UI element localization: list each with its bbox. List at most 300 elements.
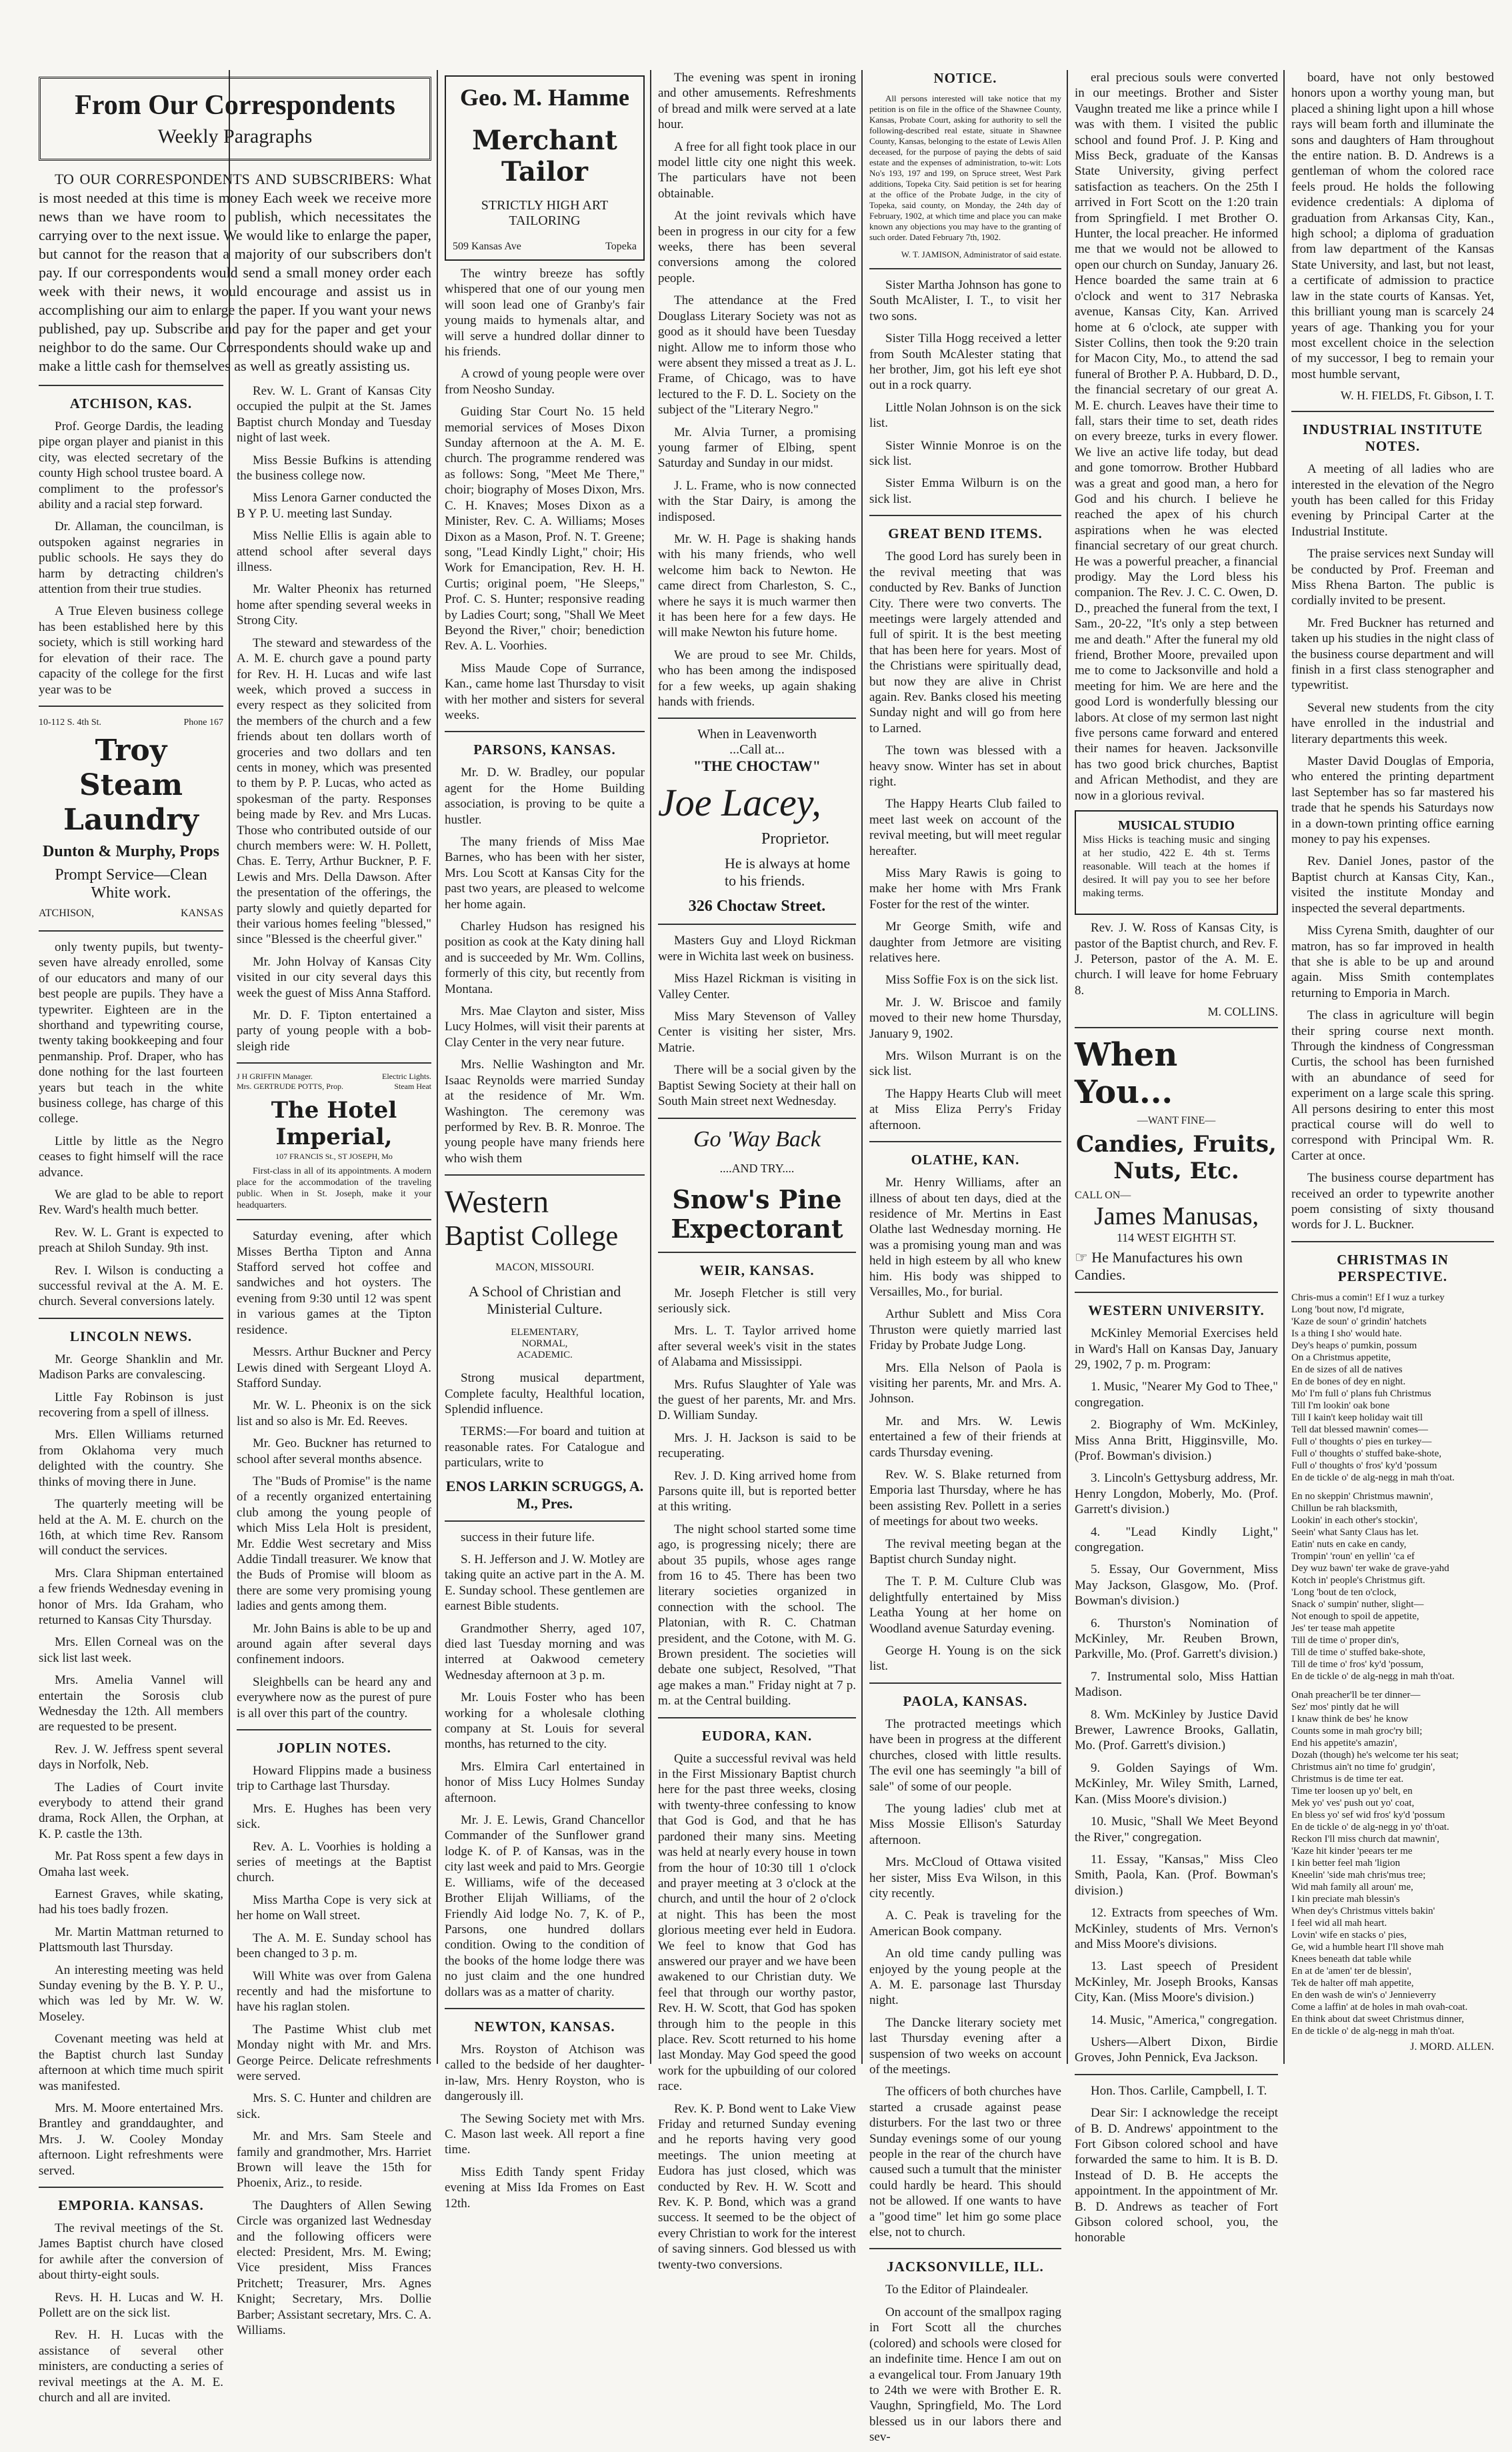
column-2 [231,383,437,2345]
institute-para: Rev. Daniel Jones, pastor of the Baptist church at Kansas City, Kan., visited the institute Monday and inspected the several departments. [1291,854,1494,916]
newton-para: There will be a social given by the Baptist Sewing Society at their hall on South Main street next Wednesday. [658,1063,856,1109]
institute-heading: INDUSTRIAL INSTITUTE NOTES. [1302,421,1483,455]
manusas-tag [1075,1249,1278,1284]
atchison-para: Rev. W. L. Grant is expected to preach at Shiloh Sunday. 9th inst. [39,1225,223,1256]
paola-para: An old time candy pulling was enjoyed by the young people at the A. M. E. parsonage last Thursday night. [869,1947,1061,2008]
parsons-para: Charley Hudson has resigned his position as cook at the Katy dining hall and is succeeded by Mr. Wm. Collins, formerly of this city, but recently from Montana. [445,920,645,996]
poem-line: I feel wid all mah heart. [1291,1917,1387,1929]
emporia-para: Revs. H. H. Lucas and W. H. Pollett are on the sick list. [39,2290,223,2320]
choctaw-ad [658,727,856,916]
notice-body: All persons interested will take notice that my petition is on file in the office of the Shawnee County, Kansas, Probate Court, asking for authority to sell the following-described real estate, situate in Shawnee County, Kansas, belonging to the estate of Lewis Allen deceased, for the purpose of paying the debts of said estate and the expenses of administration, to-wit: Lots No's 193, 197 and 199, on Spruce street, West Park additions, Topeka City. Said petition is set for hearing at the office of the Probate Judge, in the city of Topeka, said county, on Monday, the 24th day of February, 1902, at which time and place you can make known any objections you may have to the granting of such order. Dated February 7th, 1902. [869,93,1061,242]
western-course: ELEMENTARY, [511,1327,579,1338]
greatbend-para: Mr. J. W. Briscoe and family moved to their new home Thursday, January 9, 1902. [869,995,1061,1041]
atchison-para: only twenty pupils, but twenty-seven have already enrolled, some of our educators and many of our best people are pupils. They have a typewriter. Eighteen are in the shorthand and typewriting course, twenty taking bookkeeping and four penmanship. Prof. Draper, who has done nothing for the last fourteen years but teach in the white business college, has charge of this college. [39,940,223,1126]
greatbend-para: Miss Mary Rawis is going to make her home with Mrs Frank Foster for the rest of the winter. [869,866,1061,912]
choctaw-line3: "THE CHOCTAW" [693,758,821,775]
lincoln-para: Little Fay Robinson is just recovering from a spell of illness. [39,1390,223,1420]
hotel-heat: Steam Heat [394,1082,431,1092]
poem-line: En de bones of dey en night. [1291,1376,1406,1387]
joplin-para: The Daughters of Allen Sewing Circle was organized last Wednesday and the following officers were elected: President, Mrs. M. Ewing; Vice president, Miss Frances Pritchett; Treasurer, Mrs. Agnes Knight; Secretary, Mrs. Dollie Barber; Assistant secretary, Mrs. C. A. Williams. [237,2198,431,2338]
hand-icon: ☞ [1075,1249,1092,1266]
hamme-address: 509 Kansas Ave [453,241,521,252]
jacksonville-para: On account of the smallpox raging in Fort Scott all the churches (colored) and schools were closed for an indefinite time. Hence I am out on a evangelical tour. From January 19th to 24th we were with Brother E. R. Vaughn, Springfield, Mo. The Lord blessed us in our labors there and sev- [869,2305,1061,2445]
poem-line: Dey's heaps o' pumkin, possum [1291,1340,1417,1351]
poem-line: I knaw think de bes' he know [1291,1713,1409,1724]
westernu-item: 6. Thurston's Nomination of McKinley, Mr. Reuben Brown, Parkville, Mo. (Prof. Garrett's division.) [1075,1616,1278,1662]
poem-line [1291,1682,1494,1689]
greatbend-para: The Happy Hearts Club will meet at Miss Eliza Perry's Friday afternoon. [869,1086,1061,1132]
jacksonville-para: eral precious souls were converted in our meetings. Brother and Sister Vaughn treated me like a prince while I was with them. I visited the public school and found Prof. J. P. King and Miss Beck, graduate of the Kansas State University, giving perfect satisfaction as teachers. On the 25th I arrived in Fort Scott on the 1:20 train from Springfield. I met Brother O. Hunter, the local preacher. He informed me that we would not be allowed to open our church on Sunday, January 26. Hence boarded the same train at 6 o'clock and went to 317 Nebraska avenue, Kansas City, Kan. Arrived home at 6 o'clock, ate supper with Sister Collins, then took the 9:20 train for Macon City, Mo., to attend the sad funeral of Brother P. A. Hubbard, D. D., the financial secretary of our great A. M. E. church. Leaves have their time to fall, stars their time to set, death rides on every breeze, turks in every flower. We live an active life today, but dead and gone tomorrow. Brother Hubbard was a great and good man, a hero for God and his church. I believe he reached the apex of his church aspirations when he was elected financial secretary of our great church. He was a powerful preacher, a financial prodigy. May the Lord bless his companion. The Rev. J. C. C. Owen, D. D., preached the funeral from the text, I Sam., 20-22, "It's only a step between me and death." After the funeral my old friend, Brother Moore, prevailed upon me to come to Jacksonville and hold a meeting for him. We are here and the good Lord is wonderfully blessing our labors. At close of my sermon last night five persons came forward and entered their names for heaven. Jacksonville has two good brick churches, Baptist and African Methodist, and they are now in a glorious revival. [1075,71,1278,803]
paola-para: The officers of both churches have started a crusade against pease disturbers. For the last two or three Sunday evenings some of our young people in the rear of the church have caused such a tumult that the minister could hardly be heard. This should not be allowed. If one wants to have a "good time" let him go some place else, not to church. [869,2085,1061,2240]
poem-line: Christmus is de time ter eat. [1291,1773,1404,1784]
newton-para: The evening was spent in ironing and other amusements. Refreshments of bread and milk were served at a late hour. [658,71,856,132]
hamme-city: Topeka [605,241,637,252]
hamme-line1: Merchant [472,125,617,156]
lincoln-para: Mrs. Ellen Corneal was on the sick list last week. [39,1635,223,1665]
poem-line: En de sizes of all de natives [1291,1364,1403,1375]
eudora-para: Quite a successful revival was held in the First Missionary Baptist church here for the past three weeks, closing with twenty-three confessing to know that God is God, and that he has pardoned their many sins. Meeting was held at nearly every house in town from the hour of 10:30 till 1 o'clock and prayer meeting at 3 o'clock at the church, and until the hour of 2 o'clock at night. This has been the most glorious meeting ever held in Eudora. We feel to know that God has answered our prayer and we have been awakened to our Christian duty. We feel that through our worthy pastor, Rev. H. W. Scott, that God has spoken through him to the people in this place. Rev. Scott returned to his home last Monday. May God speed the good work for the upbuilding of our colored race. [658,1751,856,2094]
westernu-item: 12. Extracts from speeches of Wm. McKinley, students of Mrs. Vernon's and Miss Moore's divisions. [1075,1906,1278,1951]
parsons-para: Mr. J. E. Lewis, Grand Chancellor Commander of the Sunflower grand lodge K. of P. of Kansas, was in the city last week and paid to Mrs. Georgie E. Williams, wife of the deceased Brother Elijah Williams, of the Friendly Aid lodge No. 7, K. of P., Parsons, one hundred dollars condition. Owing to the condition of the books of the home lodge there was no just claim and the one hundred dollars was as a matter of charity. [445,1813,645,1999]
institute-para: A meeting of all ladies who are interested in the elevation of the Negro youth has been called for this Friday evening by Principal Carter at the Industrial Institute. [1291,462,1494,539]
poem-line: Christmus ain't no time fo' grudgin', [1291,1761,1435,1772]
joplin-heading: JOPLIN NOTES. [277,1740,391,1756]
weir-para: Rev. J. D. King arrived home from Parsons quite ill, but is reported better at this writing. [658,1468,856,1514]
troy-name: Troy Steam Laundry [63,733,199,837]
lincoln-para: Mrs. M. Moore entertained Mrs. Brantley and granddaughter, and Mrs. J. W. Cooley Monday afternoon. Light refreshments were served. [39,2101,223,2178]
notice-para: Sister Martha Johnson has gone to South McAlister, I. T., to visit her two sons. [869,278,1061,323]
newton-para: J. L. Frame, who is now connected with the Star Dairy, is among the indisposed. [658,478,856,524]
column-5 [864,70,1067,2452]
emporia-para: The steward and stewardess of the A. M. E. church gave a pound party for Rev. H. H. Lucas and wife last week, which proved a success in every respect as they solicited from the members of the church and a few friends about ten dollars worth of groceries and two dollars and ten cents in money, which was presented to them by P. P. Lucas, who acted as spokesman of the party. Responses being made by Rev. and Mrs Lucas. Those who contributed outside of our church members were: W. H. Pollett, Chas. E. Terry, Arthur Buckner, P. F. Lewis and Mrs. Della Dawson. After the presentation of the offerings, the party slowly and quietly departed for their various homes feeling "blessed," since "Blessed is the cheerful giver." [237,636,431,947]
correspondents-banner [39,77,431,161]
studio-heading: MUSICAL STUDIO [1117,818,1235,834]
poem-line: Mek yo' ves' push out yo' coat, [1291,1797,1415,1808]
hotel-imperial-ad [237,1072,431,1211]
weir-para: Mrs. J. H. Jackson is said to be recuperating. [658,1430,856,1461]
hamme-line2: Tailor [501,156,588,187]
emporia-para: Rev. H. H. Lucas with the assistance of several other ministers, are conducting a series of revival meetings at the A. M. E. church and all are invited. [39,2328,223,2405]
newton-para: Mr. Alvia Turner, a promising young farmer of Elbing, spent Saturday and Sunday in our midst. [658,425,856,471]
studio-body: Miss Hicks is teaching music and singing at her studio, 422 E. 4th st. Terms reasonable. Will teach at the homes if desired. It will pay you to see her before making terms. [1083,834,1270,900]
poem-line: Till de time o' stuffed bake-shote, [1291,1646,1426,1658]
newton-heading: NEWTON, KANSAS. [474,2018,615,2035]
poem-line: Till I'm lookin' oak bone [1291,1400,1390,1411]
westernu-item: 2. Biography of Wm. McKinley, Miss Anna Britt, Higginsville, Mo. (Prof. Bowman's division.) [1075,1418,1278,1463]
parsons-para: success in their future life. [461,1530,595,1544]
whenyou-line2: —WANT FINE— [1137,1115,1216,1127]
poem-line: Seein' what Santy Claus has let. [1291,1526,1419,1538]
poem-line: En de tickle o' de alg-negg in mah th'oat. [1291,1670,1455,1682]
troy-address: 10-112 S. 4th St. [39,717,101,728]
snow-line3: Snow's Pine Expectorant [671,1184,843,1244]
western-school: A School of Christian and Ministerial Culture. [468,1283,621,1318]
poem-line: Lookin' in each other's stockin', [1291,1514,1418,1526]
emporia-para: Messrs. Arthur Buckner and Percy Lewis dined with Sergeant Lloyd A. Stafford Sunday. [237,1345,431,1390]
atchison-heading: ATCHISON, KAS. [69,395,193,411]
greatbend-para: Mrs. Wilson Murrant is on the sick list. [869,1049,1061,1079]
westernu-item: 13. Last speech of President McKinley, Mr. Joseph Brooks, Kansas City, Kan. (Miss Moore's division.) [1075,1959,1278,2005]
westernu-item: 9. Golden Sayings of Wm. McKinley, Mr. Wiley Smith, Larned, Kan. (Miss Moore's division.) [1075,1760,1278,1806]
choctaw-role: Proprietor. [761,830,829,848]
hamme-name: Geo. M. Hamme [460,84,629,111]
westernu-item: 1. Music, "Nearer My God to Thee," congregation. [1075,1380,1278,1410]
newton-para: A free for all fight took place in our model little city one night this week. The particulars have not been obtainable. [658,139,856,201]
choctaw-address: 326 Choctaw Street. [688,898,826,916]
poem-line: Eatin' nuts en cake en candy, [1291,1538,1407,1550]
weir-heading: WEIR, KANSAS. [699,1262,815,1278]
column-4 [653,70,861,2279]
weir-para: The night school started some time ago, is progressing nicely; there are about 35 pupils, whose ages range from 16 to 45. There has been two literary societies organized in connection with the school. The Platonian, with R. C. Chatman president, and the Cotone, with M. G. Brown president. The societies will debate one subject, Resolved, "That age makes a man." Friday night at 7 p. m. at the Central building. [658,1522,856,1708]
lincoln-heading: LINCOLN NEWS. [69,1328,193,1344]
poem-line: En think about dat sweet Christmus dinner, [1291,2013,1464,2025]
westernu-item: 7. Instrumental solo, Miss Hattian Madison. [1075,1669,1278,1700]
westernu-item: 14. Music, "America," congregation. [1091,2013,1277,2027]
joplin-para: Howard Flippins made a business trip to Carthage last Thursday. [237,1764,431,1794]
lincoln-para: Mrs. Clara Shipman entertained a few friends Wednesday evening in honor of Mrs. Ida Graham, who returned to Kansas City Thursday. [39,1566,223,1627]
poem-line: Till de time o' proper din's, [1291,1634,1399,1646]
emporia-para: Saturday evening, after which Misses Bertha Tipton and Anna Stafford served hot coffee and sandwiches and hot oysters. The evening from 9:30 until 12 was spent in various games at the Tipton residence. [237,1229,431,1337]
atchison-para: We are glad to be able to report Rev. Ward's health much better. [39,1188,223,1218]
joplin-para: Mrs. E. Hughes has been very sick. [237,1801,431,1832]
newton-para: Masters Guy and Lloyd Rickman were in Wichita last week on business. [658,934,856,964]
newton-para: Miss Mary Stevenson of Valley Center is visiting her sister, Mrs. Matrie. [658,1010,856,1055]
olathe-para: Mr. Henry Williams, after an illness of about ten days, died at the residence of Mr. Mertins in East Olathe last Wednesday morning. He was a promising young man and was held in high esteem by all who knew him. His body was shipped to Versailles, Mo., for burial. [869,1176,1061,1299]
western-city: MACON, MISSOURI. [495,1262,595,1274]
parsons-para: Grandmother Sherry, aged 107, died last Tuesday morning and was interred at Oakwood cemetery Wednesday afternoon at 3 p. m. [445,1621,645,1682]
choctaw-name: Joe Lacey, [658,781,821,825]
westernu-item: 8. Wm. McKinley by Justice David Brewer, Lawrence Brooks, Gallatin, Mo. (Prof. Garrett's division.) [1075,1707,1278,1753]
emporia-para: Miss Lenora Garner conducted the B Y P. U. meeting last Sunday. [237,491,431,521]
emporia-para: The revival meetings of the St. James Baptist church have closed for awhile after the conversion of about thirty-eight souls. [39,2221,223,2283]
poem-line: Mo' I'm full o' plans fuh Christmus [1291,1388,1431,1399]
granby-para: A crowd of young people were over from Neosho Sunday. [445,367,645,397]
institute-para: The praise services next Sunday will be conducted by Prof. Freeman and Miss Rhena Barton. The public is cordially invited to be present. [1291,547,1494,608]
parsons-para: Mrs. Nellie Washington and Mr. Isaac Reynolds were married Sunday at the residence of Mr. Wm. Washington. The ceremony was performed by Rev. B. R. Monroe. The young people have many friends here who wish them [445,1058,645,1166]
olathe-para: Arthur Sublett and Miss Cora Thruston were quietly married last Friday by Probate Judge Long. [869,1307,1061,1353]
poem-line: Time ter loosen up yo' belt, en [1291,1785,1413,1796]
jacksonville-para: Rev. J. W. Ross of Kansas City, is pastor of the Baptist church, and Rev. F. J. Peterson, pastor of the A. M. E. church. I will leave for home February 8. [1075,921,1278,998]
poem-line: When dey's Christmus vittels bakin' [1291,1905,1435,1917]
collins-signature: M. COLLINS. [1207,1005,1278,1019]
lincoln-para: Mr. George Shanklin and Mr. Madison Parks are convalescing. [39,1352,223,1382]
newton-para: The Sewing Society met with Mrs. C. Mason last week. All report a fine time. [445,2111,645,2157]
emporia-para: Mr. John Bains is able to be up and around again after several days confinement indoors. [237,1621,431,1667]
institute-para: Miss Cyrena Smith, daughter of our matron, has so far improved in health that she is able to be up and around again. Miss Smith contemplates returning to Emporia in March. [1291,924,1494,1000]
poem-line: En den wash de win's o' Jennieverry [1291,1989,1437,2001]
westernu-intro: McKinley Memorial Exercises held in Ward's Hall on Kansas Day, January 29, 1902, 7 p. m. Program: [1075,1326,1278,1372]
joplin-para: Mrs. S. C. Hunter and children are sick. [237,2091,431,2121]
emporia-para: Mr. John Holvay of Kansas City visited in our city several days this week the guest of Miss Anna Stafford. [237,954,431,1000]
emporia-para: Miss Nellie Ellis is again able to attend school after several days illness. [237,529,431,575]
musical-studio-ad [1075,810,1278,915]
newton-para: Miss Edith Tandy spent Friday evening at Miss Ida Fromes on East 12th. [445,2165,645,2211]
paola-para: The Dancke literary society met last Thursday evening after a suspension of two weeks on account of the meetings. [869,2015,1061,2077]
column-rule [437,70,438,2064]
paola-heading: PAOLA, KANSAS. [903,1692,1028,1709]
olathe-para: Rev. W. S. Blake returned from Emporia last Thursday, where he has been assisting Rev. Pollett in a series of meetings for about two weeks. [869,1468,1061,1529]
poem-line: 'Kaze de soun' o' grindin' hatchets [1291,1316,1427,1327]
parsons-para: Mrs. Elmira Carl entertained in honor of Miss Lucy Holmes Sunday afternoon. [445,1759,645,1805]
jacksonville-salute: To the Editor of Plaindealer. [885,2283,1029,2297]
parsons-heading: PARSONS, KANSAS. [473,742,616,758]
greatbend-para: The Happy Hearts Club failed to meet last week on account of the revival meeting, but will meet regular hereafter. [869,797,1061,858]
choctaw-note1: He is always at home [725,855,851,872]
paola-para: A. C. Peak is traveling for the American Book company. [869,1909,1061,1939]
joplin-para: The Pastime Whist club met Monday night with Mr. and Mrs. George Peirce. Delicate refreshments were served. [237,2022,431,2083]
emporia-para: Mr. D. F. Tipton entertained a party of young people with a bob-sleigh ride [237,1008,431,1054]
paola-para: Mrs. McCloud of Ottawa visited her sister, Miss Eva Wilson, in this city recently. [869,1855,1061,1901]
western-course: ACADEMIC. [517,1350,573,1361]
snow-line1: Go 'Way Back [693,1126,821,1152]
poem-line: En at de 'amen' ter de blessin', [1291,1965,1412,1977]
poem-heading: CHRISTMAS IN PERSPECTIVE. [1337,1251,1449,1284]
correspondents-intro: TO OUR CORRESPONDENTS AND SUBSCRIBERS: What is most needed at this time is money Each week we receive more news than we have room to publish, which necessitates the carrying over to the next issue. We would like to enlarge the paper, but cannot for the reason that a majority of our subscribers don't pay. If our correspondents would send a small money order each week with their news, it would encourage and assist us in accomplishing our aim to enlarge the paper. If you want your news published, pay up. Subscribe and pay for the paper and get your neighbor to do the same. Our Correspondents should wake up and make a little cash for themselves as well as greatly assisting us. [39,171,431,374]
manusas-tag-text: He Manufactures his own Candies. [1075,1249,1243,1284]
eudora-heading: EUDORA, KAN. [701,1727,813,1744]
olathe-para: George H. Young is on the sick list. [869,1644,1061,1674]
poem-line: Long 'bout now, I'd migrate, [1291,1304,1405,1315]
column-rule [1283,70,1285,2064]
poem-line: Wid mah family all aroun' me, [1291,1881,1413,1893]
emporia-heading: EMPORIA. KANSAS. [58,2197,204,2213]
hotel-lights: Electric Lights. [382,1072,431,1082]
weir-para: Mr. Joseph Fletcher is still very seriously sick. [658,1286,856,1316]
atchison-para: A True Eleven business college has been established here by this society, which is still working hard for elevation of their race. The capacity of the college for the first year was to be [39,604,223,697]
troy-city: ATCHISON, [39,907,95,919]
emporia-para: Sleighbells can be heard any and everywhere now as the purest of pure is all over this part of the country. [237,1674,431,1720]
column-1 [33,377,229,2412]
poem-line: Knees beneath dat table while [1291,1953,1411,1965]
atchison-para: Prof. George Dardis, the leading pipe organ player and pianist in this city, was elected secretary of the county High school trustee board. A compliment to the professor's ability and a racial step forward. [39,419,223,512]
poem-line: Till de time o' fros' ky'd 'possum, [1291,1658,1424,1670]
joplin-para: Will White was over from Galena recently and had the misfortune to have his raglan stolen. [237,1969,431,2015]
whenyou-line3: Candies, Fruits, Nuts, Etc. [1076,1131,1277,1185]
western-terms: TERMS:—For board and tuition at reasonable rates. For Catalogue and particulars, write to [445,1424,645,1470]
institute-para: Master David Douglas of Emporia, who entered the printing department last September has so far mastered his trade that he spends his Saturdays now in a down-town printing office earning money to pay his expenses. [1291,754,1494,847]
olathe-para: The revival meeting began at the Baptist church Sunday night. [869,1536,1061,1567]
poem-line: Dozah (though) he's welcome ter his seat; [1291,1749,1459,1760]
western-title: Western [445,1184,549,1220]
newton-para: Mrs. Royston of Atchison was called to the bedside of her daughter-in-law, Mrs. Henry Royston, who is dangerously ill. [445,2042,645,2104]
poem-line: En de tickle o' de alg-negg in mah th'oat. [1291,1472,1455,1483]
poem-line: Dey wuz bawn' ter wake de grave-yahd [1291,1562,1449,1574]
lincoln-para: The quarterly meeting will be held at the A. M. E. church on the 16th, at which time Rev. Ransom will conduct the services. [39,1497,223,1558]
newton-para: We are proud to see Mr. Childs, who has been among the indisposed for a few weeks, up again shaking hands with friends. [658,648,856,710]
correspondents-subtitle: Weekly Paragraphs [157,125,313,147]
troy-tagline: Prompt Service—Clean White work. [55,866,207,902]
poem-body [1291,1292,1494,2037]
snow-ad [658,1127,856,1244]
poem-line: Kotch in' people's Christmus gift. [1291,1574,1425,1586]
poem-line: En de tickle o' de alg-negg in mah th'oat. [1291,2025,1455,2037]
lincoln-para: Rev. J. W. Jeffress spent several days in Norfolk, Neb. [39,1742,223,1772]
poem-author: J. MORD. ALLEN. [1410,2041,1494,2053]
parsons-para: S. H. Jefferson and J. W. Motley are taking quite an active part in the A. M. E. Sunday school. These gentlemen are earnest Bible students. [445,1552,645,1614]
weir-para: Mrs. L. T. Taylor arrived home after several week's visit in the states of Alabama and Mississippi. [658,1324,856,1370]
choctaw-line1: When in Leavenworth [697,727,817,742]
institute-para: Several new students from the city have enrolled in the industrial and literary departments this week. [1291,700,1494,746]
poem-line: En no skeppin' Christmus mawnin', [1291,1490,1433,1502]
granby-para: Miss Maude Cope of Surrance, Kan., came home last Thursday to visit with her mother and sisters for several weeks. [445,661,645,722]
western-title2: Baptist College [445,1221,619,1252]
column-6 [1069,70,1283,2253]
granby-para: Guiding Star Court No. 15 held memorial services of Moses Dixon Sunday afternoon at the A. M. E. church. The programme rendered was as follows: Song, "Meet Me There," choir; biography of Moses Dixon, Mrs. C. H. Knaves; Moses Dixon as a Minister, Rev. C. A. Williams; Moses Dixon as a Mason, Prof. N. T. Greene; song, "Lead Kindly Light," choir; His Work for Emancipation, Rev. H. H. Curtis; original poem, "He Sleeps," Prof. C. S. Hunter; responsive reading by Ladies Court; song, "Shall We Meet Beyond the River," choir; benediction Rev. A. L. Voorhies. [445,405,645,654]
poem-line [1291,1484,1494,1490]
greatbend-heading: GREAT BEND ITEMS. [888,525,1043,542]
newton-para: The attendance at the Fred Douglass Literary Society was not as good as it should have been Tuesday night. Allow me to inform those who were absent they missed a treat as J. L. Frame, of Chicago, was to have lectured to the F. D. L. Society on the subject of the "Literary Negro." [658,293,856,417]
emporia-para: Miss Bessie Bufkins is attending the business college now. [237,453,431,483]
poem-line: Kneelin' 'side mah chris'mus tree; [1291,1869,1426,1881]
troy-state: KANSAS [180,907,223,919]
westernu-item: 3. Lincoln's Gettysburg address, Mr. Henry Longdon, Moberly, Mo. (Prof. Garrett's division.) [1075,1471,1278,1517]
poem-line: I kin better feel mah 'ligion [1291,1857,1401,1869]
column-rule [1067,70,1068,2064]
column-3 [439,70,650,2218]
lincoln-para: Mr. Martin Mattman returned to Plattsmouth last Thursday. [39,1925,223,1955]
poem-line: En de tickle o' de alg-negg in yo' th'oat. [1291,1821,1449,1832]
poem-line: 'Kaze hit kinder 'peears ter me [1291,1845,1413,1857]
troy-owners: Dunton & Murphy, Props [43,842,219,860]
lincoln-para: The Ladies of Court invite everybody to attend their grand drama, Rock Allen, the Orphan, at K. P. castle the 13th. [39,1780,223,1841]
letter-address: Hon. Thos. Carlile, Campbell, I. T. [1091,2083,1267,2098]
westernu-item: 5. Essay, Our Government, Miss May Jackson, Glasgow, Mo. (Prof. Bowman's division.) [1075,1562,1278,1608]
westernu-item: Ushers—Albert Dixon, Birdie Groves, John Pennick, Eva Jackson. [1075,2035,1278,2065]
olathe-para: Mr. and Mrs. W. Lewis entertained a few of their friends at cards Thursday evening. [869,1414,1061,1460]
lincoln-para: An interesting meeting was held Sunday evening by the B. Y. P. U., which was led by Mr. W. W. Moseley. [39,1963,223,2024]
paola-para: The protracted meetings which have been in progress at the different churches, closed with little results. The evil one has seemingly "a bill of sale" of some of our people. [869,1716,1061,1794]
western-college-ad [445,1184,645,1512]
institute-para: The class in agriculture will begin their spring course next month. Through the kindness of Congressman Curtis, the school has been furnished with an abundance of seed for experiment on a large scale this spring. All persons desiring to enter this most practical course will do well to correspond with Principal Wm. R. Carter at once. [1291,1008,1494,1163]
poem-line: Not enough to spoil de appetite, [1291,1610,1419,1622]
poem-line: Snack o' sumpin' nuther, slight— [1291,1598,1424,1610]
column-7 [1286,70,1499,2053]
eudora-para: Rev. K. P. Bond went to Lake View Friday and returned Sunday evening and he reports having very good meetings. The union meeting at Eudora has just closed, which was conducted by Rev. H. W. Scott and Rev. K. P. Bond, which was a grand success. It seemed to be the object of every Christian to work for the interest of saving sinners. God blessed us with twenty-two conversions. [658,2101,856,2272]
letter-body: Dear Sir: I acknowledge the receipt of B. D. Andrews' appointment to the Fort Gibson colored school and have forwarded the same to him. It is B. D. Instead of D. B. He accepts the appointment. In the appointment of Mr. B. D. Andrews as teacher of Fort Gibson colored school, you, the honorable [1075,2106,1278,2245]
troy-laundry-ad [39,715,223,922]
letter-body: board, have not only bestowed honors upon a worthy young man, but placed a shining light upon a hill whose rays will beam forth and illuminate the sons and daughters of Ham throughout the entire nation. B. D. Andrews is a gentleman of whom the colored race feels proud. He holds the following evidence credentials: A diploma of graduation from Arkansas City, Kan., high school; a diploma of graduation from law department of the Kansas State University, and last, but not least, a certificate of admission to practice law in the state courts of Kansas. Yet, this brilliant young man is scarcely 24 years of age. Thanking you for your most excellent choice in the selection of my successor, I beg to remain your most humble servant, [1291,71,1494,381]
olathe-para: The T. P. M. Culture Club was delightfully entertained by Miss Leatha Young at her home on Woodland avenue Saturday evening. [869,1574,1061,1636]
jacksonville-heading: JACKSONVILLE, ILL. [887,2259,1044,2275]
parsons-para: Mr. Louis Foster who has been working for a wholesale clothing company at St. Louis for several months, has returned to the city. [445,1690,645,1752]
correspondents-title: From Our Correspondents [75,90,395,121]
choctaw-note2: to his friends. [725,872,805,890]
joplin-para: Rev. A. L. Voorhies is holding a series of meetings at the Baptist church. [237,1839,431,1885]
poem-line: Full o' thoughts o' pies en turkey— [1291,1436,1432,1447]
poem-line: On a Christmus appetite, [1291,1352,1391,1363]
newton-para: At the joint revivals which have been in progress in our city for a few weeks, there has been several conversions among the colored people. [658,209,856,285]
institute-para: The business course department has received an order to typewrite another poem consisting of sixty thousand words for J. L. Buckner. [1291,1171,1494,1232]
poem-line: I kin preciate mah blessin's [1291,1893,1400,1905]
westernu-item: 4. "Lead Kindly Light," congregation. [1075,1524,1278,1554]
institute-para: Mr. Fred Buckner has returned and taken up his studies in the night class of the business course department and will finish in a first class stenographer and typewritist. [1291,616,1494,693]
olathe-heading: OLATHE, KAN. [911,1152,1020,1168]
manusas-name: James Manusas, [1094,1202,1259,1231]
hotel-address: 107 FRANCIS St., ST JOSEPH, Mo [275,1152,393,1162]
parsons-para: Mrs. Mae Clayton and sister, Miss Lucy Holmes, will visit their parents at Clay Center in the very near future. [445,1004,645,1050]
notice-para: Sister Winnie Monroe is on the sick list. [869,438,1061,469]
troy-phone: Phone 167 [183,717,223,728]
lincoln-para: Earnest Graves, while skating, had his toes badly frozen. [39,1887,223,1917]
notice-signature: W. T. JAMISON, Administrator of said estate. [901,249,1061,259]
lincoln-para: Mrs. Amelia Vannel will entertain the Sorosis club Wednesday the 12th. All members are requested to be present. [39,1673,223,1734]
choctaw-line2: ...Call at... [729,742,785,758]
westernu-item: 10. Music, "Shall We Meet Beyond the River," congregation. [1075,1814,1278,1845]
lincoln-para: Mrs. Ellen Williams returned from Oklahoma very much delighted with the country. She thinks of moving there in June. [39,1428,223,1489]
atchison-para: Little by little as the Negro ceases to fight himself will the race advance. [39,1134,223,1180]
fields-signature: W. H. FIELDS, Ft. Gibson, I. T. [1340,389,1494,403]
poem-line: Chillun be rah blacksmith, [1291,1502,1398,1514]
poem-line: Till I kain't keep holiday wait till [1291,1412,1423,1423]
greatbend-para: The good Lord has surely been in the revival meeting that was conducted by Rev. Banks of Junction City. There were two converts. The meetings were largely attended and full of spirit. It is the best meeting that has been here for years. Most of the Christians were spiritually dead, but now they are alive in Christ again. Rev. Banks closed his meeting Sunday night and will go from here to Larned. [869,549,1061,736]
poem-line: Full o' thoughts o' fros' ky'd 'possum [1291,1460,1437,1471]
newton-para: Miss Hazel Rickman is visiting in Valley Center. [658,972,856,1002]
poem-line: Tell dat blessed mawnin' comes— [1291,1424,1428,1435]
hotel-prop: Mrs. GERTRUDE POTTS, Prop. [237,1082,343,1092]
column-rule [861,70,863,2064]
westernu-heading: WESTERN UNIVERSITY. [1088,1302,1265,1319]
greatbend-para: Mr George Smith, wife and daughter from Jetmore are visiting relatives here. [869,920,1061,966]
parsons-para: The many friends of Miss Mae Barnes, who has been with her sister, Mrs. Lou Scott at Kansas City for the past two years, are pleased to welcome her home again. [445,835,645,912]
emporia-para: The "Buds of Promise" is the name of a recently organized entertaining club among the young people of which Miss Lela Holt is president, Mr. Eddie West secretary and Miss Addie Tindall treasurer. We know that the Buds of Promise will bloom as there are some very promising young ladies and gents among them. [237,1474,431,1614]
poem-line: 'Long 'bout de ten o'clock, [1291,1586,1397,1598]
lincoln-para: Mr. Pat Ross spent a few days in Omaha last week. [39,1849,223,1879]
poem-line: En bless yo' sef wid fros' ky'd 'possum [1291,1809,1445,1820]
hamme-ad [445,75,645,261]
parsons-para: Mr. D. W. Bradley, our popular agent for the Home Building association, is proving to be quite a hustler. [445,766,645,827]
whenyou-call: CALL ON— [1075,1190,1131,1202]
poem-line: Full o' thoughts o' stuffed bake-shote, [1291,1448,1442,1459]
western-president: ENOS LARKIN SCRUGGS, A. M., Pres. [445,1477,644,1512]
emporia-para: Rev. W. L. Grant of Kansas City occupied the pulpit at the St. James Baptist church Monday and Tuesday night of last week. [237,384,431,445]
whenyou-line1: When You... [1075,1036,1178,1112]
lincoln-para: Covenant meeting was held at the Baptist church last Sunday afternoon at which time much spirit was manifested. [39,2032,223,2093]
poem-line: Trompin' 'roun' en yellin' 'ca ef [1291,1550,1415,1562]
olathe-para: Mrs. Ella Nelson of Paola is visiting her parents, Mr. and Mrs. A. Johnson. [869,1360,1061,1406]
westernu-item: 11. Essay, "Kansas," Miss Cleo Smith, Paola, Kan. (Prof. Bowman's division.) [1075,1852,1278,1898]
poem-line: Tek de halter off mah appetite, [1291,1977,1414,1989]
hotel-manager: J H GRIFFIN Manager. [237,1072,313,1082]
paola-para: The young ladies' club met at Miss Mossie Ellison's Saturday afternoon. [869,1801,1061,1847]
notice-heading: NOTICE. [933,70,997,86]
western-desc: Strong musical department, Complete faculty, Healthful location, Splendid influence. [445,1371,645,1416]
poem-line: Ge, wid a humble heart I'll shove mah [1291,1941,1444,1953]
poem-line: Reckon I'll miss church dat mawnin', [1291,1833,1440,1845]
emporia-para: Mr. W. L. Pheonix is on the sick list and so also is Mr. Ed. Reeves. [237,1398,431,1428]
joplin-para: Mr. and Mrs. Sam Steele and family and grandmother, Mrs. Harriet Brown will leave the 15th for Phoenix, Ariz., to reside. [237,2129,431,2191]
hotel-desc: First-class in all of its appointments. A modern place for the accommodation of the traveling public. When in St. Joseph, make it your headquarters. [237,1166,431,1211]
greatbend-para: Miss Soffie Fox is on the sick list. [885,973,1059,988]
notice-para: Sister Tilla Hogg received a letter from South McAlester stating that her brother, Jim, got his left eye shot out in a rock quarry. [869,331,1061,393]
notice-para: Little Nolan Johnson is on the sick list. [869,400,1061,431]
poem-line: Jes' ter tease mah appetite [1291,1622,1395,1634]
poem-line: Chris-mus a comin'! Ef I wuz a turkey [1291,1292,1445,1303]
newton-para: Mr. W. H. Page is shaking hands with his many friends, who well welcome him back to Newton. He came direct from Charleston, S. C., where he says it is much warmer then it has been here for a few days. He will make Newton his future home. [658,531,856,640]
poem-line: Onah preacher'll be ter dinner— [1291,1689,1421,1700]
atchison-para: Dr. Allaman, the councilman, is outspoken against negraries in public schools. He says they do harm by detracting children's attention from their true studies. [39,519,223,597]
poem-line: Lovin' wife en stacks o' pies, [1291,1929,1407,1941]
weir-para: Mrs. Rufus Slaughter of Yale was the guest of her parents, Mr. and Mrs. D. William Sunday. [658,1377,856,1423]
western-course: NORMAL, [521,1338,568,1350]
joplin-para: The A. M. E. Sunday school has been changed to 3 p. m. [237,1931,431,1961]
column-rule [650,70,651,2064]
granby-para: The wintry breeze has softly whispered that one of our young men will soon lead one of Granby's fair young maids to hymenals altar, and will serve a hundred dollar dinner to his friends. [445,267,645,359]
notice-para: Sister Emma Wilburn is on the sick list. [869,476,1061,506]
poem-line: Counts some in mah groc'ry bill; [1291,1725,1423,1736]
poem-line: End his appetite's amazin', [1291,1737,1397,1748]
emporia-para: Mr. Geo. Buckner has returned to school after several months absence. [237,1436,431,1466]
snow-line2: ....AND TRY.... [719,1161,795,1175]
